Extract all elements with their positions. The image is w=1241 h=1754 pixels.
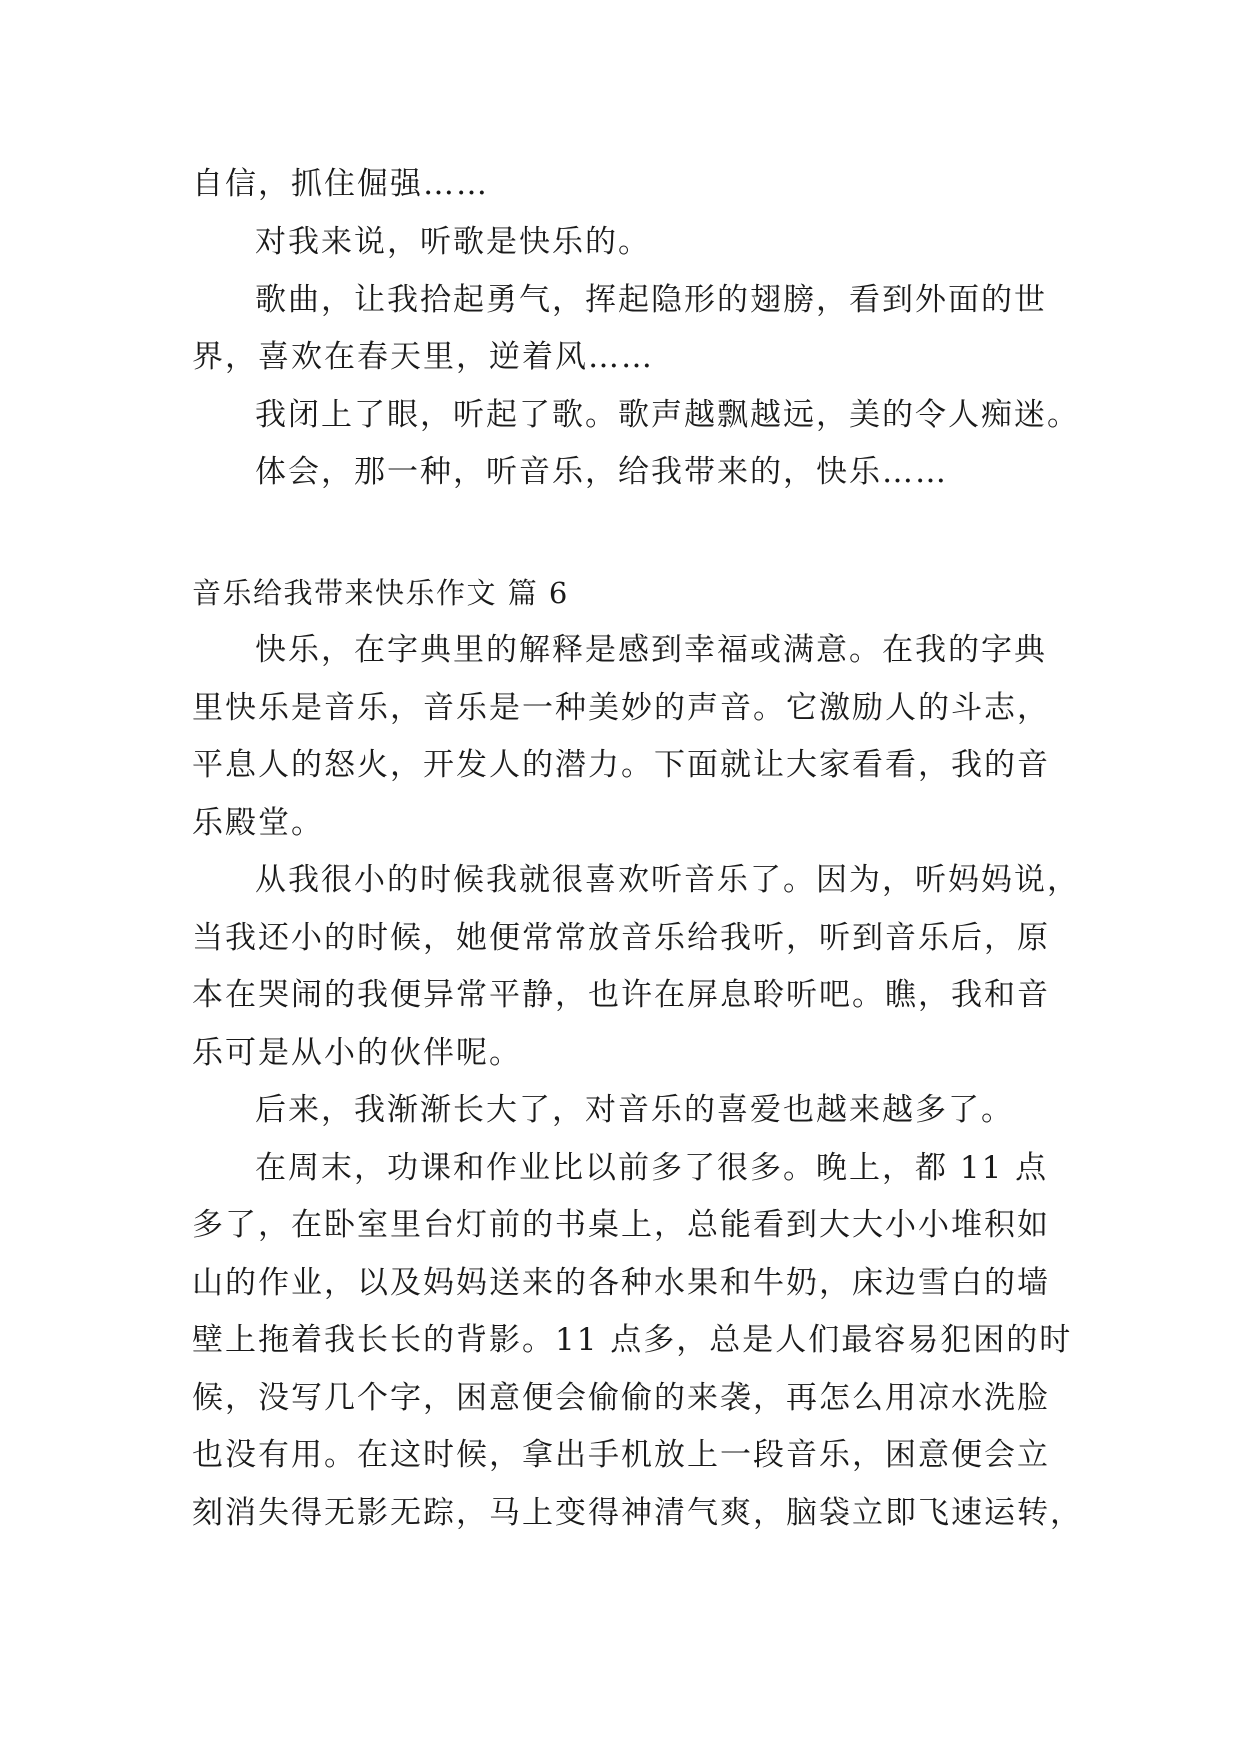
- text-line: 歌曲，让我拾起勇气，挥起隐形的翅膀，看到外面的世: [255, 282, 1047, 318]
- text-line: 山的作业，以及妈妈送来的各种水果和牛奶，床边雪白的墙: [192, 1265, 1050, 1301]
- text-line: 乐殿堂。: [192, 805, 324, 841]
- text-line: 后来，我渐渐长大了，对音乐的喜爱也越来越多了。: [255, 1092, 1014, 1128]
- text-line: 也没有用。在这时候，拿出手机放上一段音乐，困意便会立: [192, 1437, 1050, 1473]
- text-line: 当我还小的时候，她便常常放音乐给我听，听到音乐后，原: [192, 920, 1050, 956]
- text-line: 候，没写几个字，困意便会偷偷的来袭，再怎么用凉水洗脸: [192, 1380, 1050, 1416]
- section-heading: 音乐给我带来快乐作文 篇 6: [192, 576, 569, 610]
- text-line: 我闭上了眼，听起了歌。歌声越飘越远，美的令人痴迷。: [255, 397, 1080, 433]
- text-line: 快乐，在字典里的解释是感到幸福或满意。在我的字典: [255, 632, 1047, 668]
- text-line: 里快乐是音乐，音乐是一种美妙的声音。它激励人的斗志，: [192, 690, 1050, 726]
- text-line: 壁上拖着我长长的背影。11 点多，总是人们最容易犯困的时: [192, 1322, 1073, 1358]
- text-line: 界，喜欢在春天里，逆着风……: [192, 339, 654, 375]
- text-line: 从我很小的时候我就很喜欢听音乐了。因为，听妈妈说，: [255, 862, 1080, 898]
- text-line: 多了，在卧室里台灯前的书桌上，总能看到大大小小堆积如: [192, 1207, 1050, 1243]
- text-line: 对我来说，听歌是快乐的。: [255, 224, 651, 260]
- text-line: 本在哭闹的我便异常平静，也许在屏息聆听吧。瞧，我和音: [192, 977, 1050, 1013]
- text-line: 自信，抓住倔强……: [192, 166, 489, 202]
- text-line: 平息人的怒火，开发人的潜力。下面就让大家看看，我的音: [192, 747, 1050, 783]
- text-line: 在周末，功课和作业比以前多了很多。晚上，都 11 点: [255, 1150, 1049, 1186]
- text-line: 乐可是从小的伙伴呢。: [192, 1035, 522, 1071]
- text-line: 体会，那一种，听音乐，给我带来的，快乐……: [255, 454, 948, 490]
- text-line: 刻消失得无影无踪，马上变得神清气爽，脑袋立即飞速运转，: [192, 1495, 1083, 1531]
